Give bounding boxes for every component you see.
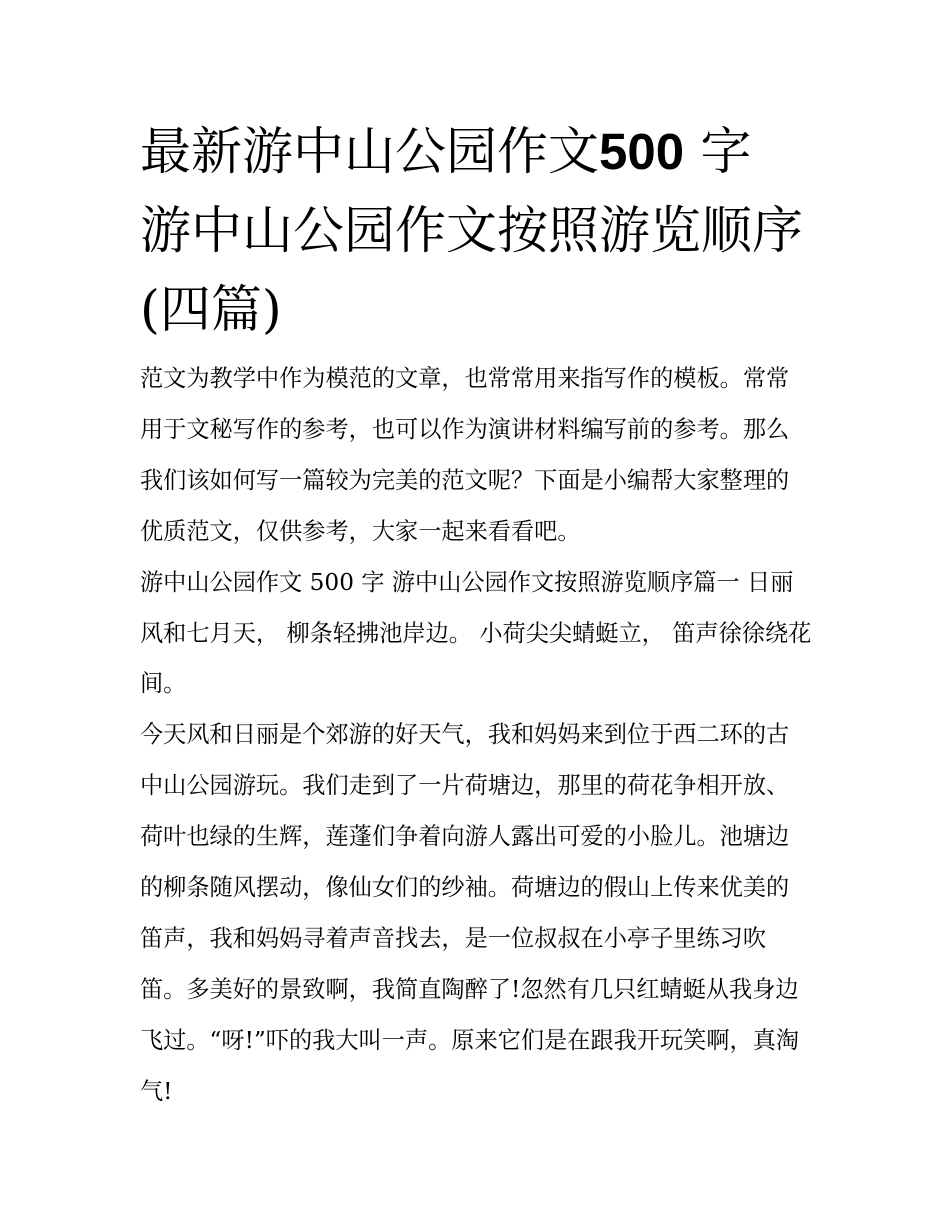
essay-heading-paragraph: 游中山公园作文 500 字 游中山公园作文按照游览顺序篇一 日丽风和七月天， 柳条轻拂池岸边。 小荷尖尖蜻蜓立， 笛声徐徐绕花间。	[140, 568, 812, 698]
title-text-start: 最新游中山公园作文	[140, 123, 600, 182]
title-number: 500	[599, 123, 685, 180]
document-body	[140, 354, 812, 1118]
essay-body-paragraph: 今天风和日丽是个郊游的好天气，我和妈妈来到位于西二环的古中山公园游玩。我们走到了一片荷塘边，那里的荷花争相开放、荷叶也绿的生辉，莲蓬们争着向游人露出可爱的小脸儿。池塘边的柳条随风摆动，像仙女们的纱袖。荷塘边的假山上传来优美的笛声，我和妈妈寻着声音找去，是一位叔叔在小亭子里练习吹笛。多美好的景致啊，我简直陶醉了!忽然有几只红蜻蜓从我身边飞过。“呀!”吓的我大叫一声。原来它们是在跟我开玩笑啊，真淘气!	[140, 721, 800, 1105]
document-title	[140, 112, 812, 350]
title-text-end: 字 游中山公园作文按照游览顺序(四篇)	[140, 123, 804, 340]
intro-paragraph: 范文为教学中作为模范的文章，也常常用来指写作的模板。常常用于文秘写作的参考，也可以作为演讲材料编写前的参考。那么我们该如何写一篇较为完美的范文呢？下面是小编帮大家整理的优质范文，仅供参考，大家一起来看看吧。	[140, 365, 790, 545]
